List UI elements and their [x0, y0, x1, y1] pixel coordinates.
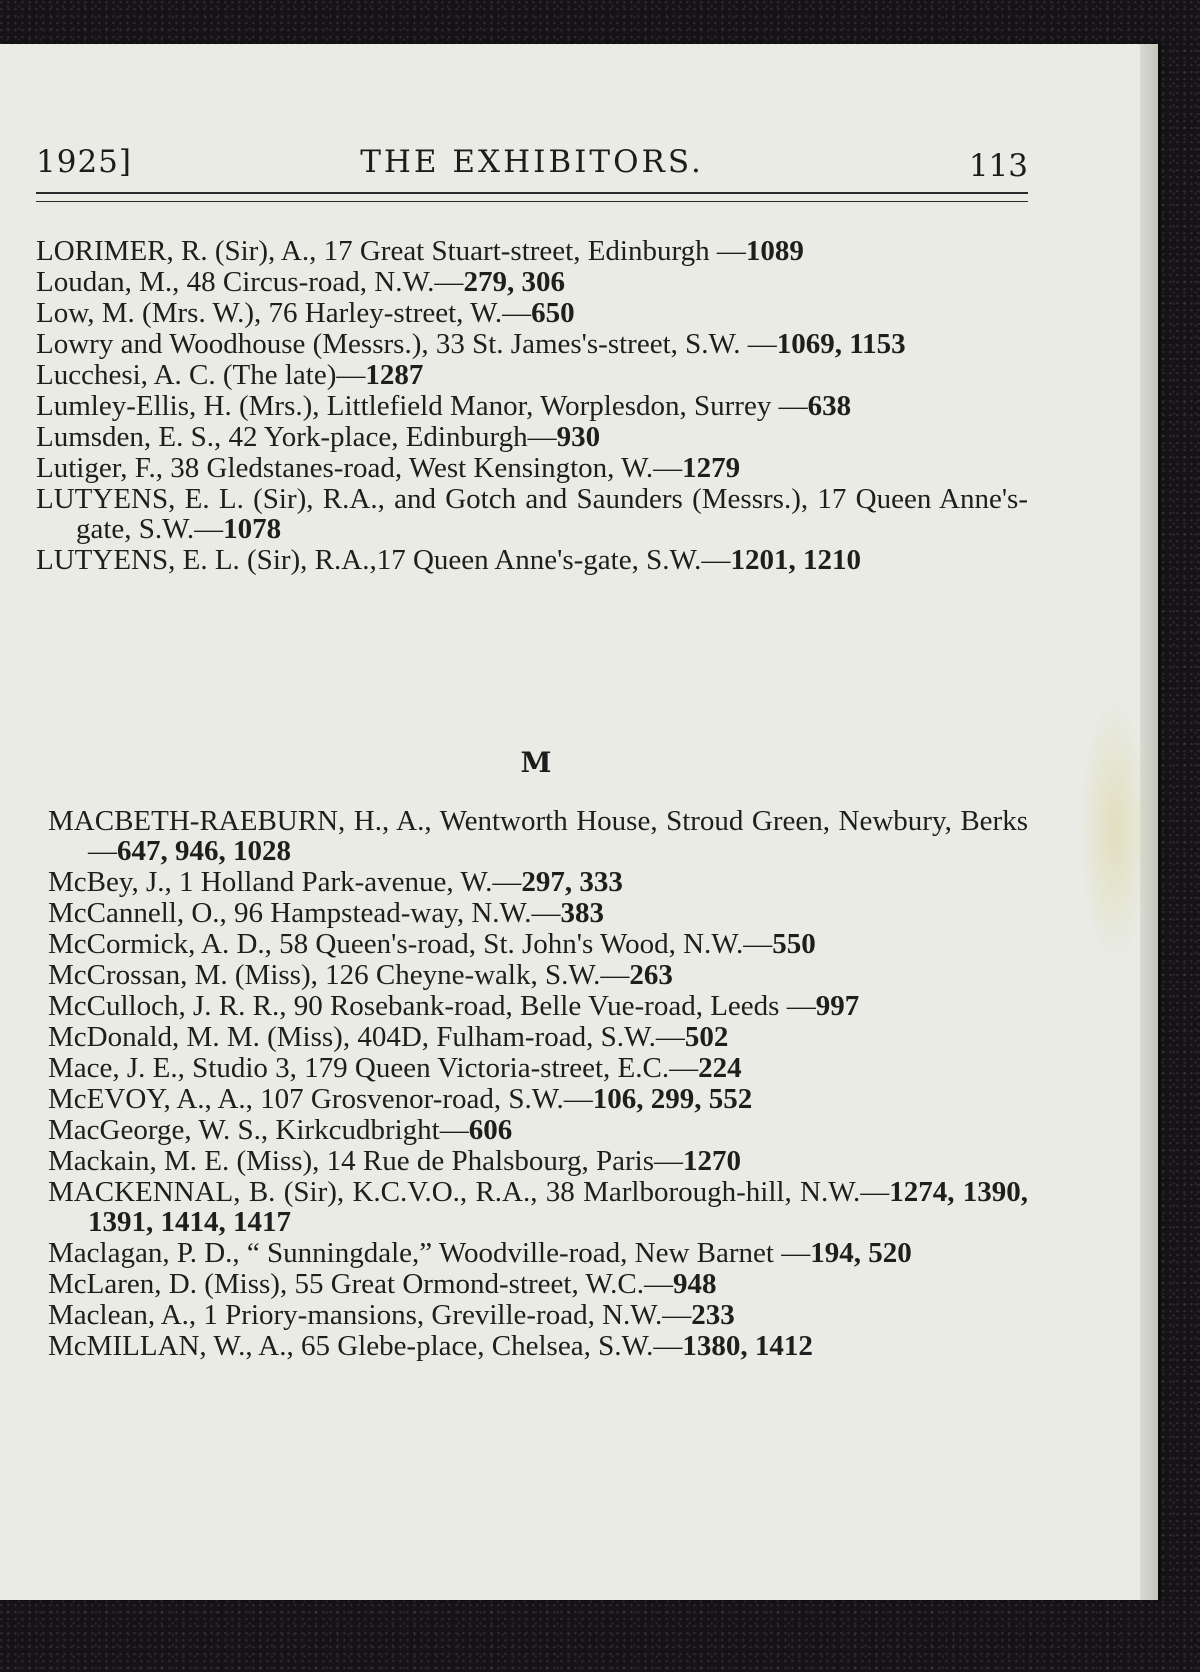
header-title: THE EXHIBITORS.: [360, 144, 704, 180]
exhibitor-entry: McMILLAN, W., A., 65 Glebe-place, Chelsea, S.W.—1380, 1412: [48, 1330, 813, 1362]
exhibitor-entry: MACKENNAL, B. (Sir), K.C.V.O., R.A., 38 Marlborough-hill, N.W.—1274, 1390, 1391, 1414, 1417: [48, 1176, 1028, 1238]
exhibitor-entry: LUTYENS, E. L. (Sir), R.A., and Gotch and Saunders (Messrs.), 17 Queen Anne's-gate, S.W.—1078: [36, 483, 1028, 545]
page-number: 113: [968, 148, 1028, 184]
header-year: 1925]: [36, 144, 132, 180]
exhibitor-entry: McEVOY, A., A., 107 Grosvenor-road, S.W.—106, 299, 552: [48, 1083, 753, 1115]
exhibitor-list-m: [48, 806, 1028, 1362]
exhibitor-entry: McDonald, M. M. (Miss), 404D, Fulham-road, S.W.—502: [48, 1021, 729, 1053]
exhibitor-entry: McLaren, D. (Miss), 55 Great Ormond-street, W.C.—948: [48, 1268, 717, 1300]
exhibitor-entry: Loudan, M., 48 Circus-road, N.W.—279, 306: [36, 266, 565, 298]
exhibitor-entry: Maclagan, P. D., “ Sunningdale,” Woodville-road, New Barnet —194, 520: [48, 1237, 912, 1269]
exhibitor-entry: LORIMER, R. (Sir), A., 17 Great Stuart-street, Edinburgh —1089: [36, 235, 804, 267]
exhibitor-entry: Low, M. (Mrs. W.), 76 Harley-street, W.—650: [36, 297, 575, 329]
running-header: [36, 144, 1028, 190]
exhibitor-entry: Lucchesi, A. C. (The late)—1287: [36, 359, 424, 391]
exhibitor-entry: Mackain, M. E. (Miss), 14 Rue de Phalsbourg, Paris—1270: [48, 1145, 741, 1177]
exhibitor-entry: McBey, J., 1 Holland Park-avenue, W.—297, 333: [48, 866, 623, 898]
exhibitor-entry: LUTYENS, E. L. (Sir), R.A.,17 Queen Anne's-gate, S.W.—1201, 1210: [36, 544, 861, 576]
exhibitor-entry: McCormick, A. D., 58 Queen's-road, St. John's Wood, N.W.—550: [48, 928, 816, 960]
exhibitor-entry: Lowry and Woodhouse (Messrs.), 33 St. James's-street, S.W. —1069, 1153: [36, 328, 906, 360]
exhibitor-entry: Maclean, A., 1 Priory-mansions, Greville-road, N.W.—233: [48, 1299, 735, 1331]
exhibitor-entry: McCulloch, J. R. R., 90 Rosebank-road, Belle Vue-road, Leeds —997: [48, 990, 860, 1022]
exhibitor-entry: McCannell, O., 96 Hampstead-way, N.W.—383: [48, 897, 604, 929]
exhibitor-entry: Mace, J. E., Studio 3, 179 Queen Victoria-street, E.C.—224: [48, 1052, 742, 1084]
exhibitor-entry: MACBETH-RAEBURN, H., A., Wentworth House, Stroud Green, Newbury, Berks—647, 946, 1028: [48, 805, 1028, 867]
exhibitor-entry: McCrossan, M. (Miss), 126 Cheyne-walk, S.W.—263: [48, 959, 673, 991]
page-stain: [1080, 700, 1150, 960]
exhibitor-list-l: [36, 236, 1028, 576]
exhibitor-entry: MacGeorge, W. S., Kirkcudbright—606: [48, 1114, 513, 1146]
section-letter-heading: M: [520, 746, 552, 779]
header-rule-thin: [36, 201, 1028, 202]
header-rule-thick: [36, 192, 1028, 194]
exhibitor-entry: Lumsden, E. S., 42 York-place, Edinburgh—930: [36, 421, 601, 453]
exhibitor-entry: Lutiger, F., 38 Gledstanes-road, West Kensington, W.—1279: [36, 452, 741, 484]
exhibitor-entry: Lumley-Ellis, H. (Mrs.), Littlefield Manor, Worplesdon, Surrey —638: [36, 390, 852, 422]
